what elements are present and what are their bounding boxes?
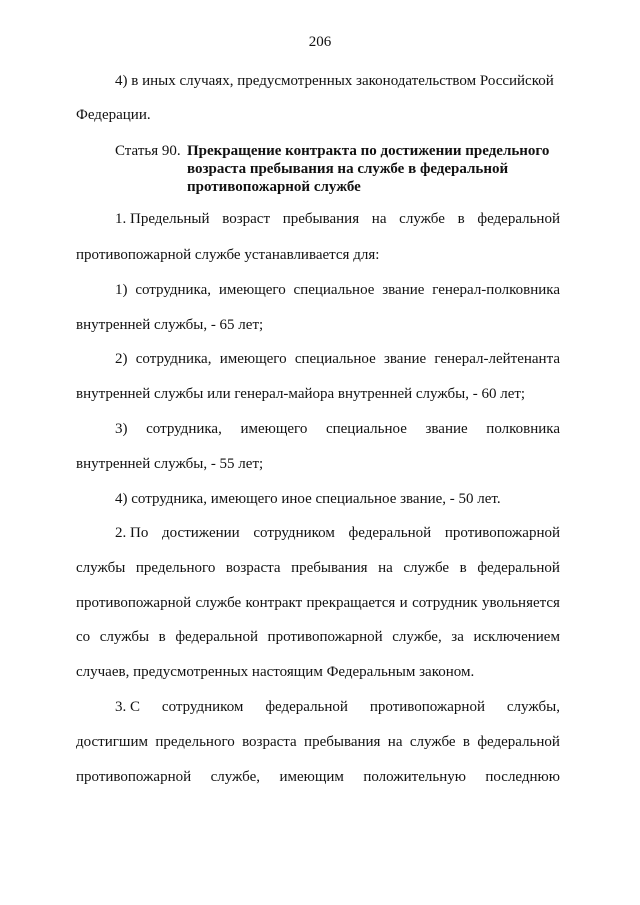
word: службы, [506,699,560,715]
word: полковника [486,421,560,437]
word: возраст [222,211,271,227]
word: сотрудника, [135,282,212,298]
word: со [76,629,91,645]
word: противопожарной [76,769,192,785]
article-title-line: Прекращение контракта по достижении предельного [187,143,550,159]
word: увольняется [481,595,560,611]
list-item-line [115,420,560,438]
paragraph-line [115,698,560,716]
word: федеральной [348,525,432,541]
word: противопожарной [267,629,383,645]
word: противопожарной [76,595,192,611]
word: в [158,629,166,645]
word: службе [403,560,450,576]
article-title [187,142,607,196]
word: контракт [245,595,303,611]
word: федеральной [265,699,348,715]
word: 2) [115,351,128,367]
paragraph-line: случаев, предусмотренных настоящим Федеральным законом. [76,664,475,680]
word: генерал-лейтенанта [434,351,560,367]
word: в [459,560,467,576]
paragraph-line [115,524,560,542]
word: 1. Предельный [115,211,210,227]
word: службе, [392,629,442,645]
word: сотрудника, [135,351,212,367]
intro-line: 4) в иных случаях, предусмотренных законодательством Российской [115,73,554,89]
word: в [457,211,465,227]
word: за [451,629,464,645]
paragraph-line [115,210,560,228]
article-number: Статья 90. [115,143,181,159]
word: сотрудником [253,525,335,541]
word: положительную [363,769,466,785]
word: и [399,595,408,611]
word: генерал-полковника [432,282,560,298]
paragraph-line [76,628,560,646]
word: федеральной [477,211,560,227]
word: специальное [325,421,407,437]
word: службе, [210,769,261,785]
word: федеральной [175,629,258,645]
paragraph-line [76,594,560,612]
word: 1) [115,282,128,298]
word: службе [195,595,242,611]
word: сотрудником [161,699,244,715]
intro-line: Федерации. [76,107,151,123]
word: звание [425,421,468,437]
word: пребывания [291,560,368,576]
list-item-line: внутренней службы, - 65 лет; [76,317,264,333]
word: возраста [225,560,281,576]
word: возраста [242,734,297,750]
word: имеющего [218,282,286,298]
word: в [462,734,470,750]
word: федеральной [477,734,560,750]
list-item-line: 4) сотрудника, имеющего иное специальное звание, - 50 лет. [115,491,501,507]
list-item-line [115,350,560,368]
word: звание [383,351,427,367]
word: специальное [293,282,375,298]
word: предельного [135,560,216,576]
word: противопожарной [444,525,560,541]
paragraph-line [76,559,560,577]
article-title-line: возраста пребывания на службе в федеральной [187,161,509,177]
word: 3. С [115,699,141,715]
word: исключением [473,629,560,645]
word: службе [399,211,445,227]
list-item-line [115,281,560,299]
word: службы [99,629,150,645]
word: 2. По [115,525,149,541]
word: достижении [162,525,240,541]
word: сотрудника, [146,421,222,437]
paragraph-line [76,768,560,786]
word: последнюю [485,769,560,785]
word: звание [382,282,425,298]
word: пребывания [304,734,381,750]
paragraph-line [76,733,560,751]
word: имеющим [279,769,344,785]
word: прекращается [306,595,396,611]
word: пребывания [282,211,360,227]
word: имеющего [240,421,308,437]
article-title-line: противопожарной службе [187,179,361,195]
list-item-line: внутренней службы, - 55 лет; [76,456,264,472]
word: предельного [155,734,235,750]
word: службе [409,734,456,750]
word: сотрудник [412,595,478,611]
word: 3) [115,421,128,437]
word: федеральной [477,560,560,576]
paragraph-line: противопожарной службе устанавливается для: [76,247,380,263]
word: на [387,734,403,750]
page-number: 206 [308,34,332,50]
word: специальное [294,351,376,367]
word: на [371,211,387,227]
word: на [378,560,393,576]
word: достигшим [76,734,148,750]
word: имеющего [219,351,287,367]
word: противопожарной [369,699,485,715]
word: службы [76,560,126,576]
list-item-line: внутренней службы или генерал-майора внутренней службы, - 60 лет; [76,386,526,402]
